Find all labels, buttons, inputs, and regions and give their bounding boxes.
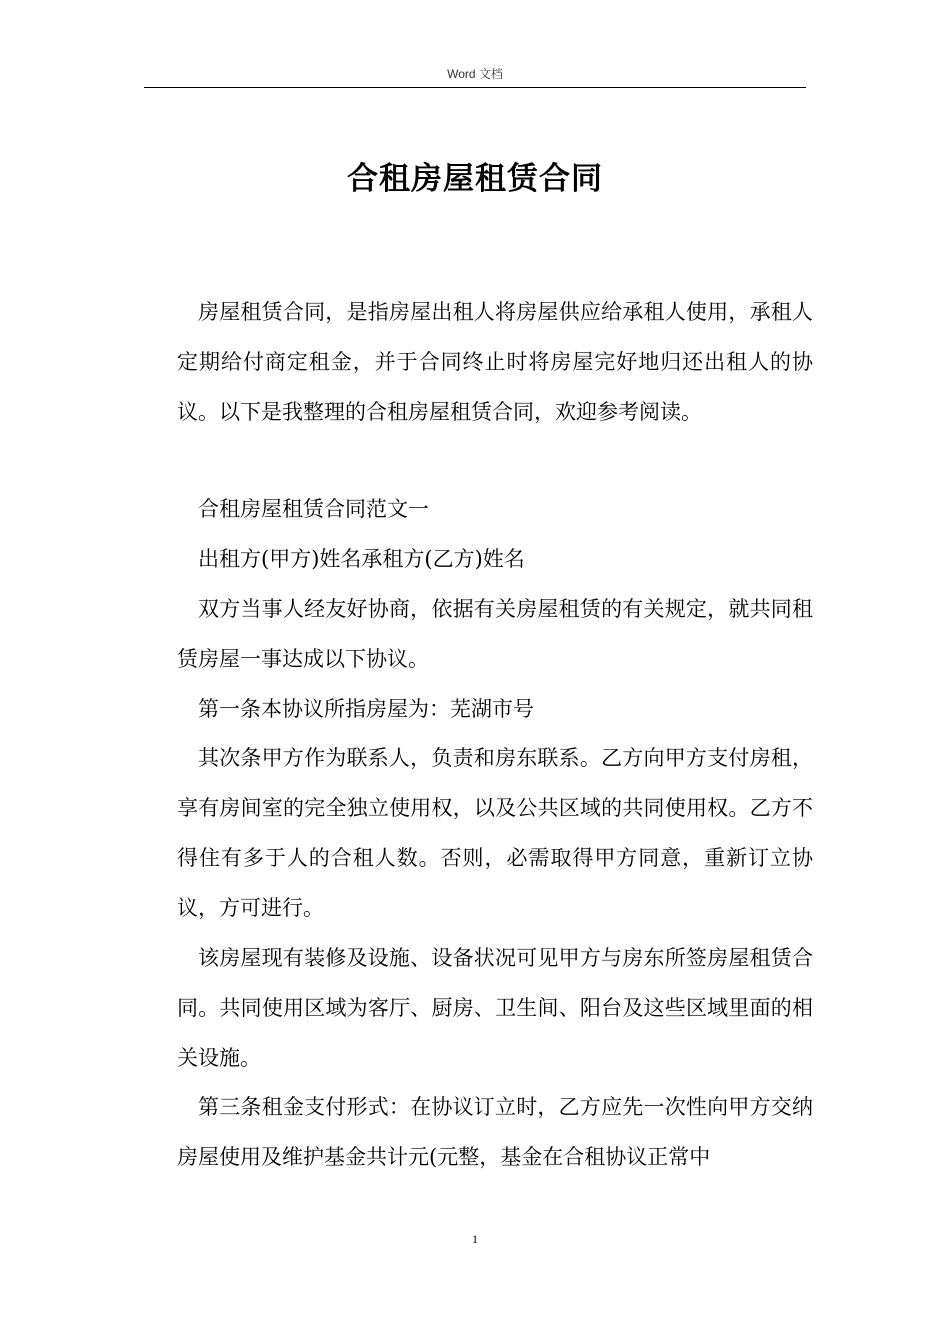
agreement-paragraph: 双方当事人经友好协商，依据有关房屋租赁的有关规定，就共同租赁房屋一事达成以下协议。 [177, 597, 813, 671]
page-number: 1 [472, 1232, 478, 1246]
section-heading: 合租房屋租赁合同范文一 [198, 497, 429, 521]
article-2-paragraph: 其次条甲方作为联系人，负责和房东联系。乙方向甲方支付房租，享有房间室的完全独立使用权，以及公共区域的共同使用权。乙方不得住有多于人的合租人数。否则，必需取得甲方同意，重新订立协议，方可进行。 [177, 746, 813, 920]
article-3-paragraph: 第三条租金支付形式：在协议订立时，乙方应先一次性向甲方交纳房屋使用及维护基金共计元(元整，基金在合租协议正常中 [177, 1095, 813, 1169]
intro-paragraph: 房屋租赁合同，是指房屋出租人将房屋供应给承租人使用，承租人定期给付商定租金，并于合同终止时将房屋完好地归还出租人的协议。以下是我整理的合租房屋租赁合同，欢迎参考阅读。 [177, 300, 813, 424]
header-divider [144, 87, 806, 88]
document-title: 合租房屋租赁合同 [347, 161, 603, 197]
parties-paragraph: 出租方(甲方)姓名承租方(乙方)姓名 [198, 547, 525, 571]
article-1-paragraph: 第一条本协议所指房屋为：芜湖市号 [198, 697, 534, 721]
page-header: Word 文档 [447, 67, 503, 81]
facilities-paragraph: 该房屋现有装修及设施、设备状况可见甲方与房东所签房屋租赁合同。共同使用区域为客厅、厨房、卫生间、阳台及这些区域里面的相关设施。 [177, 946, 813, 1070]
